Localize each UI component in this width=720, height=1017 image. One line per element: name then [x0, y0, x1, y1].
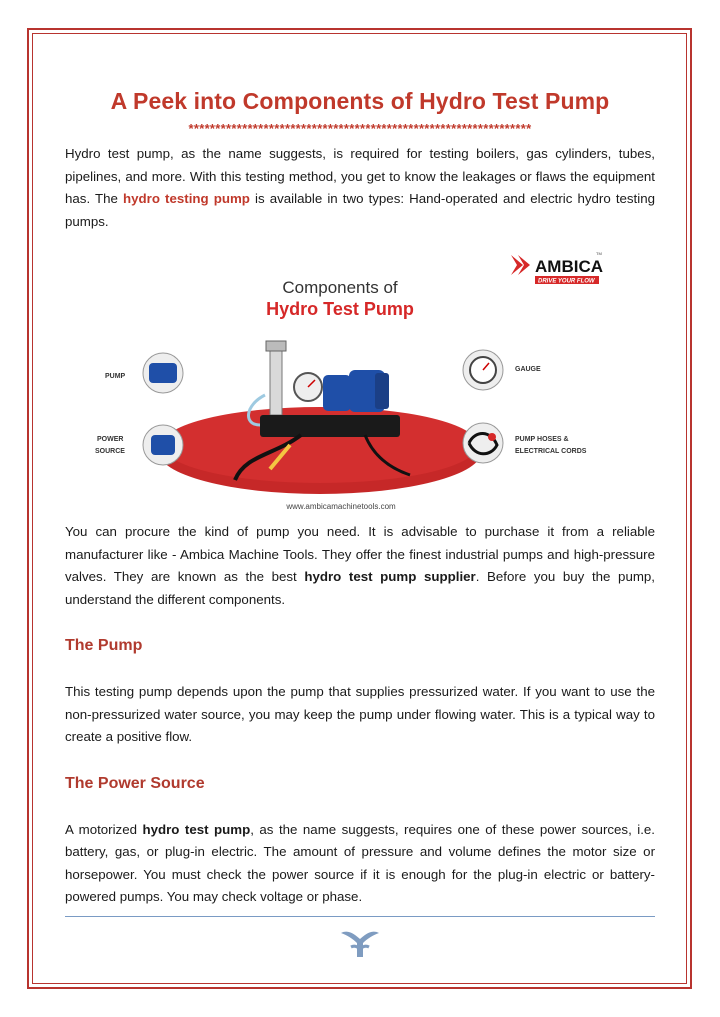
brand-name: AMBICA	[535, 257, 603, 276]
ambica-logo	[511, 251, 603, 285]
pump-icon	[149, 363, 177, 383]
pump-paragraph: This testing pump depends upon the pump that supplies pressurized water. If you want to use the non-pressurized water source, you may keep the pump under flowing water. This is a typical way to create a positive flow.	[65, 684, 655, 744]
supplier-bold: hydro test pump supplier	[304, 569, 476, 584]
motor-icon	[151, 435, 175, 455]
label-hoses-2: ELECTRICAL CORDS	[515, 448, 587, 455]
components-illustration	[65, 245, 605, 515]
power-source-paragraph: A motorized hydro test pump, as the name suggests, requires one of these power sources, i.e. battery, gas, or plug-in electric. The amount of pressure and volume defines the motor size or horsepower. You must check the power source if it is enough for the plug-in electric or battery-powered pumps. You may check voltage or phase.	[65, 821, 655, 904]
figure-website: www.ambicamachinetools.com	[286, 502, 396, 511]
footer-ornament-icon	[337, 925, 383, 961]
page-title: A Peek into Components of Hydro Test Pump	[110, 88, 610, 114]
label-power-1: POWER	[97, 436, 124, 443]
label-gauge: GAUGE	[515, 366, 541, 373]
hydro-test-pump-bold: hydro test pump	[142, 821, 251, 837]
intro-text-1: Hydro test pump, as the name suggests, is required for testing boilers, gas cylinders, tubes, pipelines, and more. With this testing method, you get to know the leakages or flaws the equipment has. The	[65, 146, 655, 206]
hydro-testing-pump-link[interactable]: hydro testing pump	[123, 191, 250, 206]
intro-paragraph	[65, 143, 655, 233]
figure-heading-line1: Components of	[282, 278, 398, 297]
label-power-2: SOURCE	[95, 448, 125, 455]
heading-the-pump: The Pump	[65, 637, 143, 654]
intro-text-2: is available in two types: Hand-operated and electric hydro testing pumps.	[65, 191, 655, 229]
document-content	[65, 88, 655, 909]
supplier-paragraph: You can procure the kind of pump you need. It is advisable to purchase it from a reliable manufacturer like - Ambica Machine Tools. They offer the finest industrial pumps and high-pressure valves. They are known as the best hydro test pump supplier. Before you buy the pump, understand the different components.	[65, 524, 655, 607]
title-divider-stars: ****************************************************************	[188, 121, 532, 136]
figure-heading-line2: Hydro Test Pump	[266, 299, 414, 319]
brand-tagline: DRIVE YOUR FLOW	[538, 278, 595, 285]
trademark: TM	[596, 251, 602, 256]
components-figure	[65, 245, 605, 515]
footer-divider	[65, 916, 655, 917]
label-hoses-1: PUMP HOSES &	[515, 436, 569, 443]
label-pump: PUMP	[105, 373, 126, 380]
heading-power-source: The Power Source	[65, 774, 205, 792]
